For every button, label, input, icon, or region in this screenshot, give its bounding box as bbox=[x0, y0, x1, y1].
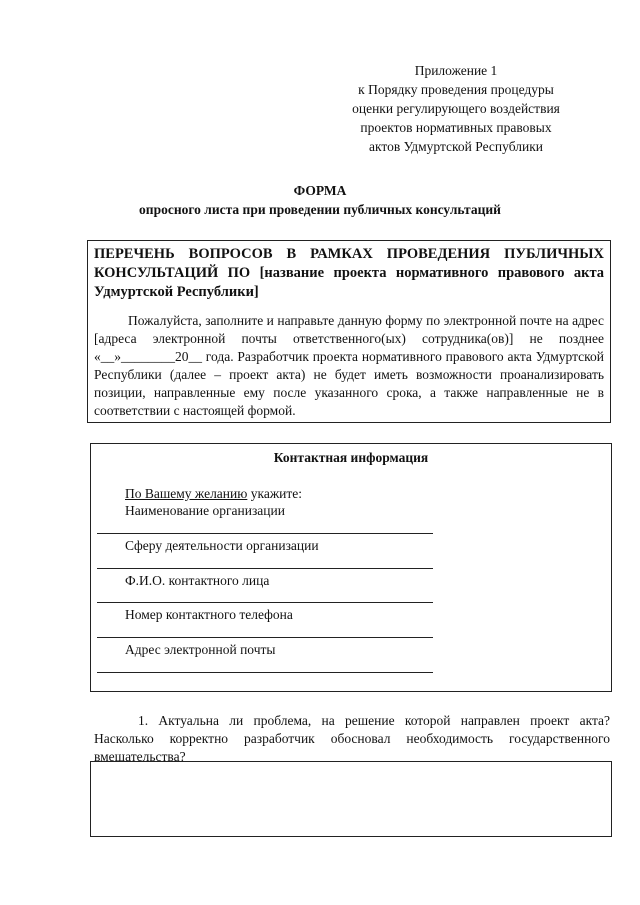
form-title-subtitle: опросного листа при проведении публичных консультаций bbox=[139, 202, 501, 217]
field-label-organization: Наименование организации bbox=[125, 503, 285, 518]
contact-prompt bbox=[125, 485, 302, 503]
appendix-line: Приложение 1 bbox=[414, 63, 498, 78]
question-1-rest: Насколько корректно разработчик обосновал необходимость государственного вмешательства? bbox=[94, 731, 610, 764]
question-1-answer-box[interactable] bbox=[90, 761, 612, 837]
contact-prompt-underlined: По Вашему желанию bbox=[125, 486, 248, 501]
appendix-line: оценки регулирующего воздействия bbox=[352, 101, 560, 116]
form-title bbox=[0, 181, 640, 219]
questions-intro-box bbox=[87, 240, 611, 423]
field-line-email[interactable] bbox=[97, 672, 433, 673]
form-title-heading: ФОРМА bbox=[293, 183, 347, 198]
questions-heading-line1: ПЕРЕЧЕНЬ ВОПРОСОВ В РАМКАХ ПРОВЕДЕНИЯ ПУБЛИЧНЫХ bbox=[94, 246, 604, 262]
contact-info-box bbox=[90, 443, 612, 692]
contact-info-title: Контактная информация bbox=[273, 450, 429, 465]
field-label-sphere: Сферу деятельности организации bbox=[125, 538, 319, 553]
contact-prompt-rest: укажите: bbox=[247, 486, 303, 501]
field-line-contact-name[interactable] bbox=[97, 602, 433, 603]
field-line-sphere[interactable] bbox=[97, 568, 433, 569]
field-label-contact-name: Ф.И.О. контактного лица bbox=[125, 573, 270, 588]
field-label-email: Адрес электронной почты bbox=[125, 642, 276, 657]
instructions-paragraph: Пожалуйста, заполните и направьте данную форму по электронной почте на адрес [адреса электронной почты ответственного(ых) сотрудника(ов)] не позднее «__»________20__ года. Разработчик проекта нормативного правового акта Удмуртской Республики (далее – проект акта) не будет иметь возможности проанализировать позиции, направленные ему после указанного срока, а также направленные не в соответствии с настоящей формой. bbox=[94, 313, 604, 418]
questions-heading-rest: КОНСУЛЬТАЦИЙ ПО [название проекта нормативного правового акта Удмуртской Республики] bbox=[94, 265, 604, 300]
appendix-line: проектов нормативных правовых bbox=[360, 120, 552, 135]
field-line-phone[interactable] bbox=[97, 637, 433, 638]
field-label-phone: Номер контактного телефона bbox=[125, 607, 293, 622]
field-line-organization[interactable] bbox=[97, 533, 433, 534]
question-1-line1: 1. Актуальна ли проблема, на решение которой направлен проект акта? bbox=[138, 713, 610, 728]
appendix-header bbox=[306, 61, 606, 156]
question-1 bbox=[94, 712, 610, 766]
appendix-line: к Порядку проведения процедуры bbox=[358, 82, 554, 97]
questions-heading bbox=[94, 245, 604, 302]
appendix-line: актов Удмуртской Республики bbox=[369, 139, 543, 154]
